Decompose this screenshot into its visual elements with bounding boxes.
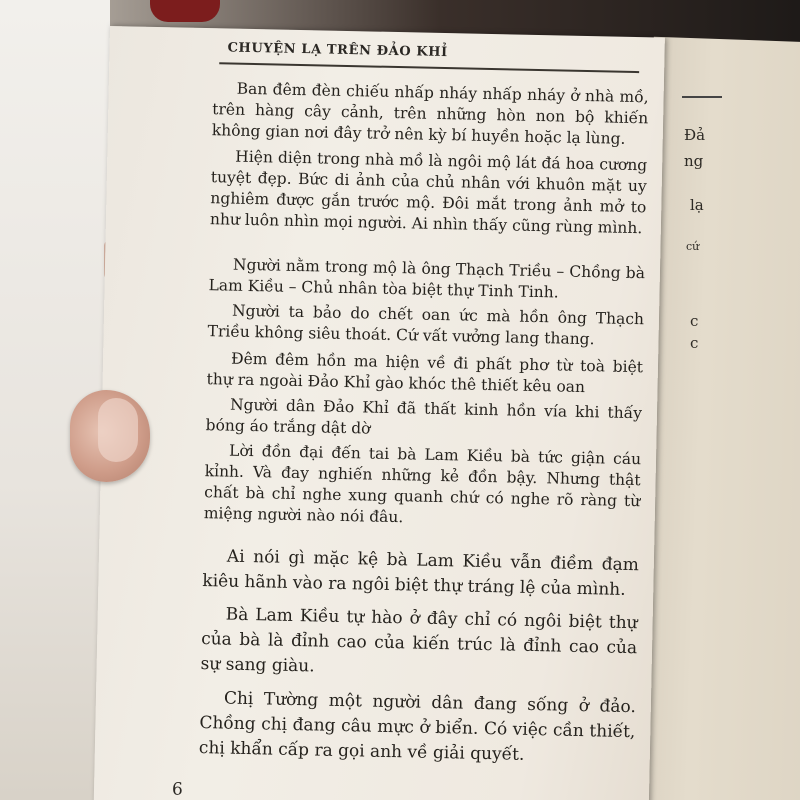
paragraph: Hiện diện trong nhà mồ là ngôi mộ lát đá hoa cương tuyệt đẹp. Bức di ảnh của chủ nhân với khuôn mặt uy nghiêm được gắn trước mộ. Đôi mắt trong ảnh mở to như luôn nhìn mọi người. Ai nhìn thấy cũng rùng mình. (209, 147, 648, 238)
facing-page-text: ng (684, 152, 704, 170)
paragraph: Người dân Đảo Khỉ đã thất kinh hồn vía khi thấy bóng áo trắng dật dờ (205, 395, 643, 438)
book-page (93, 26, 665, 800)
thumbnail-highlight (98, 398, 138, 462)
paragraph: Đêm đêm hồn ma hiện về đi phất phơ từ toà biệt thự ra ngoài Đảo Khỉ gào khóc thê thiết kêu oan (206, 349, 644, 397)
facing-page-rule (682, 96, 722, 98)
paragraph: Bà Lam Kiều tự hào ở đây chỉ có ngôi biệt thự của bà là đỉnh cao của kiến trúc là đỉnh cao của sự sang giàu. (200, 604, 638, 677)
paragraph: Người nằm trong mộ là ông Thạch Triều – Chồng bà Lam Kiều – Chủ nhân tòa biệt thự Tinh Tinh. (208, 255, 646, 302)
page-number: 6 (171, 779, 184, 800)
paragraph: Ai nói gì mặc kệ bà Lam Kiều vẫn điềm đạm kiêu hãnh vào ra ngôi biệt thự tráng lệ của mình. (202, 546, 640, 600)
facing-page-text: Đả (684, 126, 706, 144)
paragraph: Chị Tường một người dân đang sống ở đảo. Chồng chị đang câu mực ở biển. Có việc cần thiết, chị khẩn cấp ra gọi anh về giải quyết. (198, 688, 637, 765)
header-rule (219, 62, 639, 73)
facing-page-text: c (690, 334, 699, 352)
facing-page-text: lạ (690, 196, 704, 214)
paragraph: Lời đồn đại đến tai bà Lam Kiều bà tức giận cáu kỉnh. Và đay nghiến những kẻ đồn bậy. Nhưng thật chất bà chỉ nghe xung quanh chứ có nghe rõ ràng từ miệng người nào nói đâu. (203, 441, 642, 527)
running-header: CHUYỆN LẠ TRÊN ĐẢO KHỈ (227, 40, 448, 61)
red-object (150, 0, 220, 22)
paragraph: Ban đêm đèn chiếu nhấp nháy nhấp nháy ở nhà mồ, trên hàng cây cảnh, trên những hòn non bộ khiến không gian nơi đây trở nên kỳ bí huyền hoặc lạ lùng. (211, 79, 649, 148)
facing-page-text: c (690, 312, 699, 330)
facing-page-text: cứ (686, 240, 700, 253)
paragraph: Người ta bảo do chết oan ức mà hồn ông Thạch Triều không siêu thoát. Cứ vất vưởng lang thang. (207, 301, 645, 349)
